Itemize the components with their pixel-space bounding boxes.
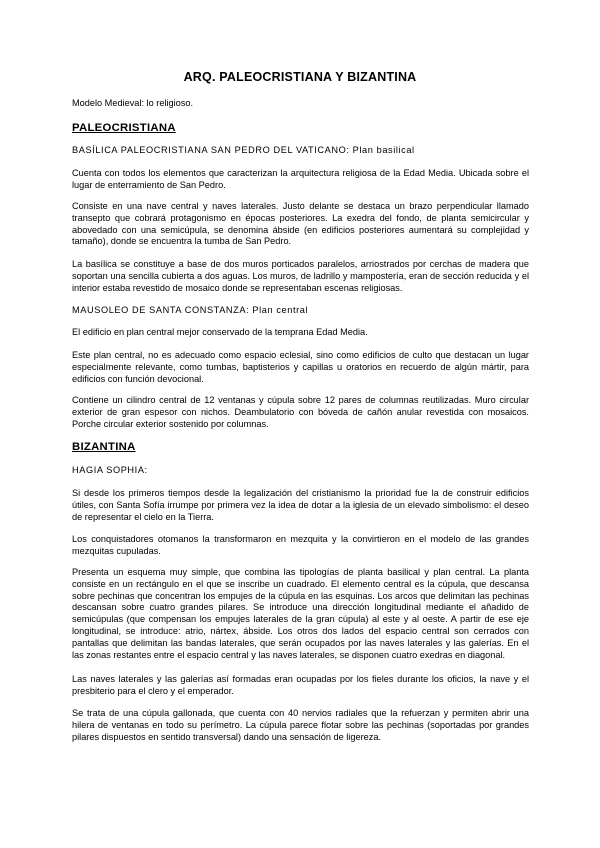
paragraph: Este plan central, no es adecuado como espacio eclesial, sino como edificios de culto que destacan un lugar especialmente relevante, como tumbas, baptisterios y capillas u oratorios en recuerdo de algún mártir, para edificios con función devocional. xyxy=(72,350,529,384)
paragraph: Si desde los primeros tiempos desde la legalización del cristianismo la prioridad fue la de construir edificios útiles, con Santa Sofía irrumpe por primera vez la idea de dotar a la iglesia de un elevado simbolismo: el deseo de representar el cielo en la Tierra. xyxy=(72,488,529,522)
paragraph: Consiste en una nave central y naves laterales. Justo delante se destaca un brazo perpendicular llamado transepto que cobrará protagonismo en épocas posteriores. La exedra del fondo, de planta semicircular y abovedado con una semicúpula, se denomina ábside (en edificios posteriores aumentará su complejidad y tamaño), donde se encuentra la tumba de San Pedro. xyxy=(72,201,529,247)
document-title: ARQ. PALEOCRISTIANA Y BIZANTINA xyxy=(183,70,417,84)
paragraph: La basílica se constituye a base de dos muros porticados paralelos, arriostrados por cerchas de madera que soportan una sencilla cubierta a dos aguas. Los muros, de ladrillo y mampostería, eran de sección reducida y el interior estaba revestido de mosaico donde se representaban escenas religiosas. xyxy=(72,259,529,293)
section-heading-bizantina: BIZANTINA xyxy=(72,441,136,453)
subheading-san-pedro: BASÍLICA PALEOCRISTIANA SAN PEDRO DEL VATICANO: Plan basilical xyxy=(72,145,415,155)
paragraph: Contiene un cilindro central de 12 ventanas y cúpula sobre 12 pares de columnas reutilizadas. Muro circular exterior de gran espesor con nichos. Deambulatorio con bóveda de cañón anular revestida con mosaicos. Porche circular exterior sostenido por columnas. xyxy=(72,395,529,429)
paragraph: Se trata de una cúpula gallonada, que cuenta con 40 nervios radiales que la refuerzan y permiten abrir una hilera de ventanas en todo su perímetro. La cúpula parece flotar sobre las pechinas (soportadas por grandes pilares dispuestos en sentido transversal) dando una sensación de ligereza. xyxy=(72,708,529,742)
paragraph: Presenta un esquema muy simple, que combina las tipologías de planta basilical y plan central. La planta consiste en un rectángulo en el que se inscribe un cuadrado. El elemento central es la cúpula, que descansa sobre pechinas que concentran los empujes de la cúpula en las esquinas. Los arcos que delimitan las pechinas descansan sobre cuatro grandes pilares. Se introduce una dirección longitudinal mediante el añadido de semicúpulas (que compensan los empujes laterales de la gran cúpula) al este y al oeste. A partir de ese eje longitudinal, se introduce: atrio, nártex, ábside. Los otros dos lados del espacio central son cerrados con pantallas que delimitan las bandas laterales, que serán ocupados por las naves laterales y las galerías. En el las zonas restantes entre el espacio central y las naves laterales, se disponen cuatro exedras en diagonal. xyxy=(72,567,529,660)
intro-line: Modelo Medieval: lo religioso. xyxy=(72,98,194,108)
paragraph: Las naves laterales y las galerías así formadas eran ocupadas por los fieles durante los oficios, la nave y el presbiterio para el clero y el emperador. xyxy=(72,674,529,696)
subheading-hagia-sophia: HAGIA SOPHIA: xyxy=(72,465,148,475)
paragraph: Cuenta con todos los elementos que caracterizan la arquitectura religiosa de la Edad Media. Ubicada sobre el lugar de enterramiento de San Pedro. xyxy=(72,168,529,190)
paragraph: El edificio en plan central mejor conservado de la temprana Edad Media. xyxy=(72,327,368,337)
section-heading-paleocristiana: PALEOCRISTIANA xyxy=(72,122,176,134)
subheading-santa-constanza: MAUSOLEO DE SANTA CONSTANZA: Plan central xyxy=(72,305,309,315)
paragraph: Los conquistadores otomanos la transformaron en mezquita y la convirtieron en el modelo de las grandes mezquitas cupuladas. xyxy=(72,534,529,556)
